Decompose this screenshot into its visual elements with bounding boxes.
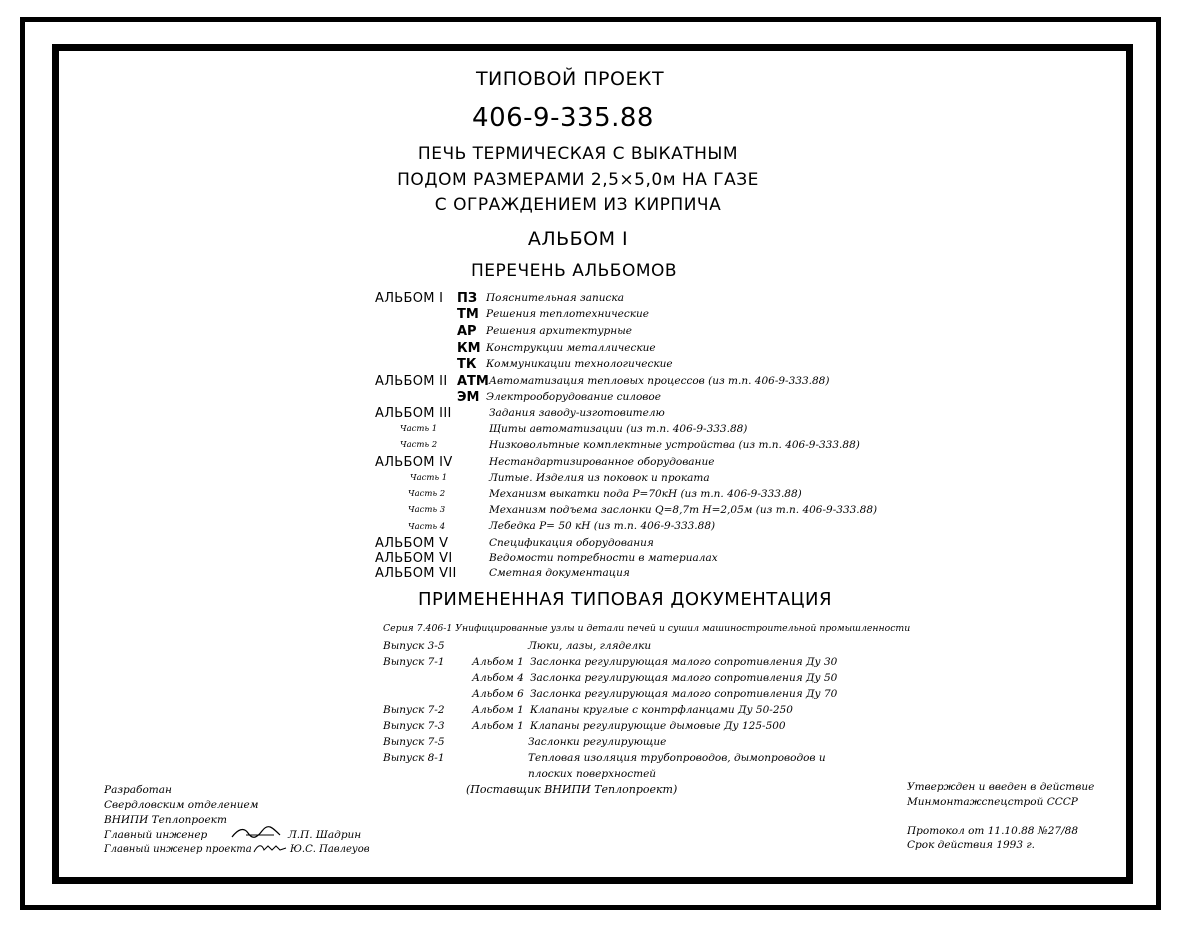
album-label: АЛЬБОМ IV: [375, 455, 453, 470]
issue-desc: Заслонки регулирующие: [528, 736, 667, 748]
developer-line-2: Свердловским отделением: [104, 799, 259, 811]
approval-validity: Срок действия 1993 г.: [907, 839, 1036, 851]
album-part: Часть 1: [410, 473, 448, 483]
issue-desc: Люки, лазы, гляделки: [528, 640, 652, 652]
album-code: ПЗ: [457, 291, 478, 306]
developer-line-1: Разработан: [104, 784, 172, 796]
album-part: Часть 2: [400, 440, 438, 450]
album-list-heading: ПЕРЕЧЕНЬ АЛЬБОМОВ: [470, 261, 678, 281]
album-desc: Решения теплотехнические: [486, 308, 649, 320]
album-desc: Нестандартизированное оборудование: [489, 456, 715, 468]
album-part: Часть 3: [408, 505, 446, 515]
album-code: АТМ: [457, 374, 489, 389]
issue-desc: Клапаны регулирующие дымовые Ду 125-500: [530, 720, 786, 732]
album-label: АЛЬБОМ VII: [375, 566, 457, 581]
album-title: АЛЬБОМ I: [527, 228, 629, 250]
issue-desc: плоских поверхностей: [528, 768, 657, 780]
issue-label: Выпуск 7-3: [383, 720, 445, 732]
issue-album: Альбом 1: [472, 704, 524, 716]
album-desc: Решения архитектурные: [486, 325, 632, 337]
issue-label: Выпуск 7-5: [383, 736, 445, 748]
album-label: АЛЬБОМ VI: [375, 551, 453, 566]
issue-album: Альбом 4: [472, 672, 524, 684]
album-label: АЛЬБОМ I: [375, 291, 444, 306]
title-line-2: ПОДОМ РАЗМЕРАМИ 2,5×5,0м НА ГАЗЕ: [397, 170, 759, 190]
album-desc: Лебедка P= 50 кН (из т.п. 406-9-333.88): [489, 520, 716, 532]
issue-desc: Клапаны круглые с контрфланцами Ду 50-250: [530, 704, 793, 716]
issue-label: Выпуск 7-1: [383, 656, 445, 668]
type-label: ТИПОВОЙ ПРОЕКТ: [475, 68, 665, 90]
approval-line-1: Утвержден и введен в действие: [907, 781, 1095, 793]
title-line-3: С ОГРАЖДЕНИЕМ ИЗ КИРПИЧА: [434, 195, 722, 215]
album-code: ЭМ: [457, 390, 480, 405]
issue-desc: Заслонка регулирующая малого сопротивления Ду 70: [530, 688, 838, 700]
album-desc: Автоматизация тепловых процессов (из т.п. 406-9-333.88): [489, 375, 830, 387]
album-part: Часть 1: [400, 424, 438, 434]
album-desc: Низковольтные комплектные устройства (из т.п. 406-9-333.88): [489, 439, 860, 451]
album-desc: Конструкции металлические: [486, 342, 656, 354]
title-line-1: ПЕЧЬ ТЕРМИЧЕСКАЯ С ВЫКАТНЫМ: [417, 144, 739, 164]
album-desc: Механизм выкатки пода P=70кН (из т.п. 406-9-333.88): [489, 488, 802, 500]
developer-line-3: ВНИПИ Теплопроект: [104, 814, 227, 826]
issue-album: Альбом 6: [472, 688, 524, 700]
project-engineer-signature: [252, 840, 288, 856]
issue-label: Выпуск 3-5: [383, 640, 445, 652]
album-desc: Щиты автоматизации (из т.п. 406-9-333.88): [489, 423, 748, 435]
issue-desc: Тепловая изоляция трубопроводов, дымопроводов и: [528, 752, 826, 764]
album-desc: Электрооборудование силовое: [486, 391, 661, 403]
project-number: 406-9-335.88: [472, 103, 654, 133]
issue-desc: Заслонка регулирующая малого сопротивления Ду 50: [530, 672, 838, 684]
issue-desc: Заслонка регулирующая малого сопротивления Ду 30: [530, 656, 838, 668]
issue-album: Альбом 1: [472, 720, 524, 732]
album-code: ТМ: [457, 307, 479, 322]
applied-docs-heading: ПРИМЕНЕННАЯ ТИПОВАЯ ДОКУМЕНТАЦИЯ: [417, 589, 833, 610]
approval-line-2: Минмонтажспецстрой СССР: [907, 796, 1078, 808]
album-part: Часть 2: [408, 489, 446, 499]
project-engineer-name: Ю.С. Павлеуов: [290, 844, 370, 855]
album-desc: Задания заводу-изготовителю: [489, 407, 665, 419]
album-code: АР: [457, 324, 477, 339]
album-desc: Спецификация оборудования: [489, 537, 654, 549]
issue-label: Выпуск 8-1: [383, 752, 445, 764]
approval-protocol: Протокол от 11.10.88 №27/88: [907, 825, 1078, 837]
album-desc: Ведомости потребности в материалах: [489, 552, 718, 564]
series-line: Серия 7.406-1 Унифицированные узлы и детали печей и сушил машиностроительной промышленности: [383, 623, 911, 634]
album-desc: Коммуникации технологические: [486, 358, 673, 370]
project-engineer-role: Главный инженер проекта: [104, 844, 252, 855]
chief-engineer-name: Л.П. Шадрин: [288, 829, 362, 841]
album-label: АЛЬБОМ II: [375, 374, 448, 389]
issue-album: Альбом 1: [472, 656, 524, 668]
supplier-note: (Поставщик ВНИПИ Теплопроект): [466, 783, 678, 796]
album-desc: Сметная документация: [489, 567, 630, 579]
album-code: КМ: [457, 341, 481, 356]
album-desc: Пояснительная записка: [486, 292, 624, 304]
album-label: АЛЬБОМ III: [375, 406, 452, 421]
album-desc: Литые. Изделия из поковок и проката: [489, 472, 710, 484]
album-part: Часть 4: [408, 522, 446, 532]
album-label: АЛЬБОМ V: [375, 536, 449, 551]
issue-label: Выпуск 7-2: [383, 704, 445, 716]
album-code: ТК: [457, 357, 477, 372]
album-desc: Механизм подъема заслонки Q=8,7т H=2,05м (из т.п. 406-9-333.88): [489, 504, 878, 516]
chief-engineer-role: Главный инженер: [104, 829, 208, 841]
